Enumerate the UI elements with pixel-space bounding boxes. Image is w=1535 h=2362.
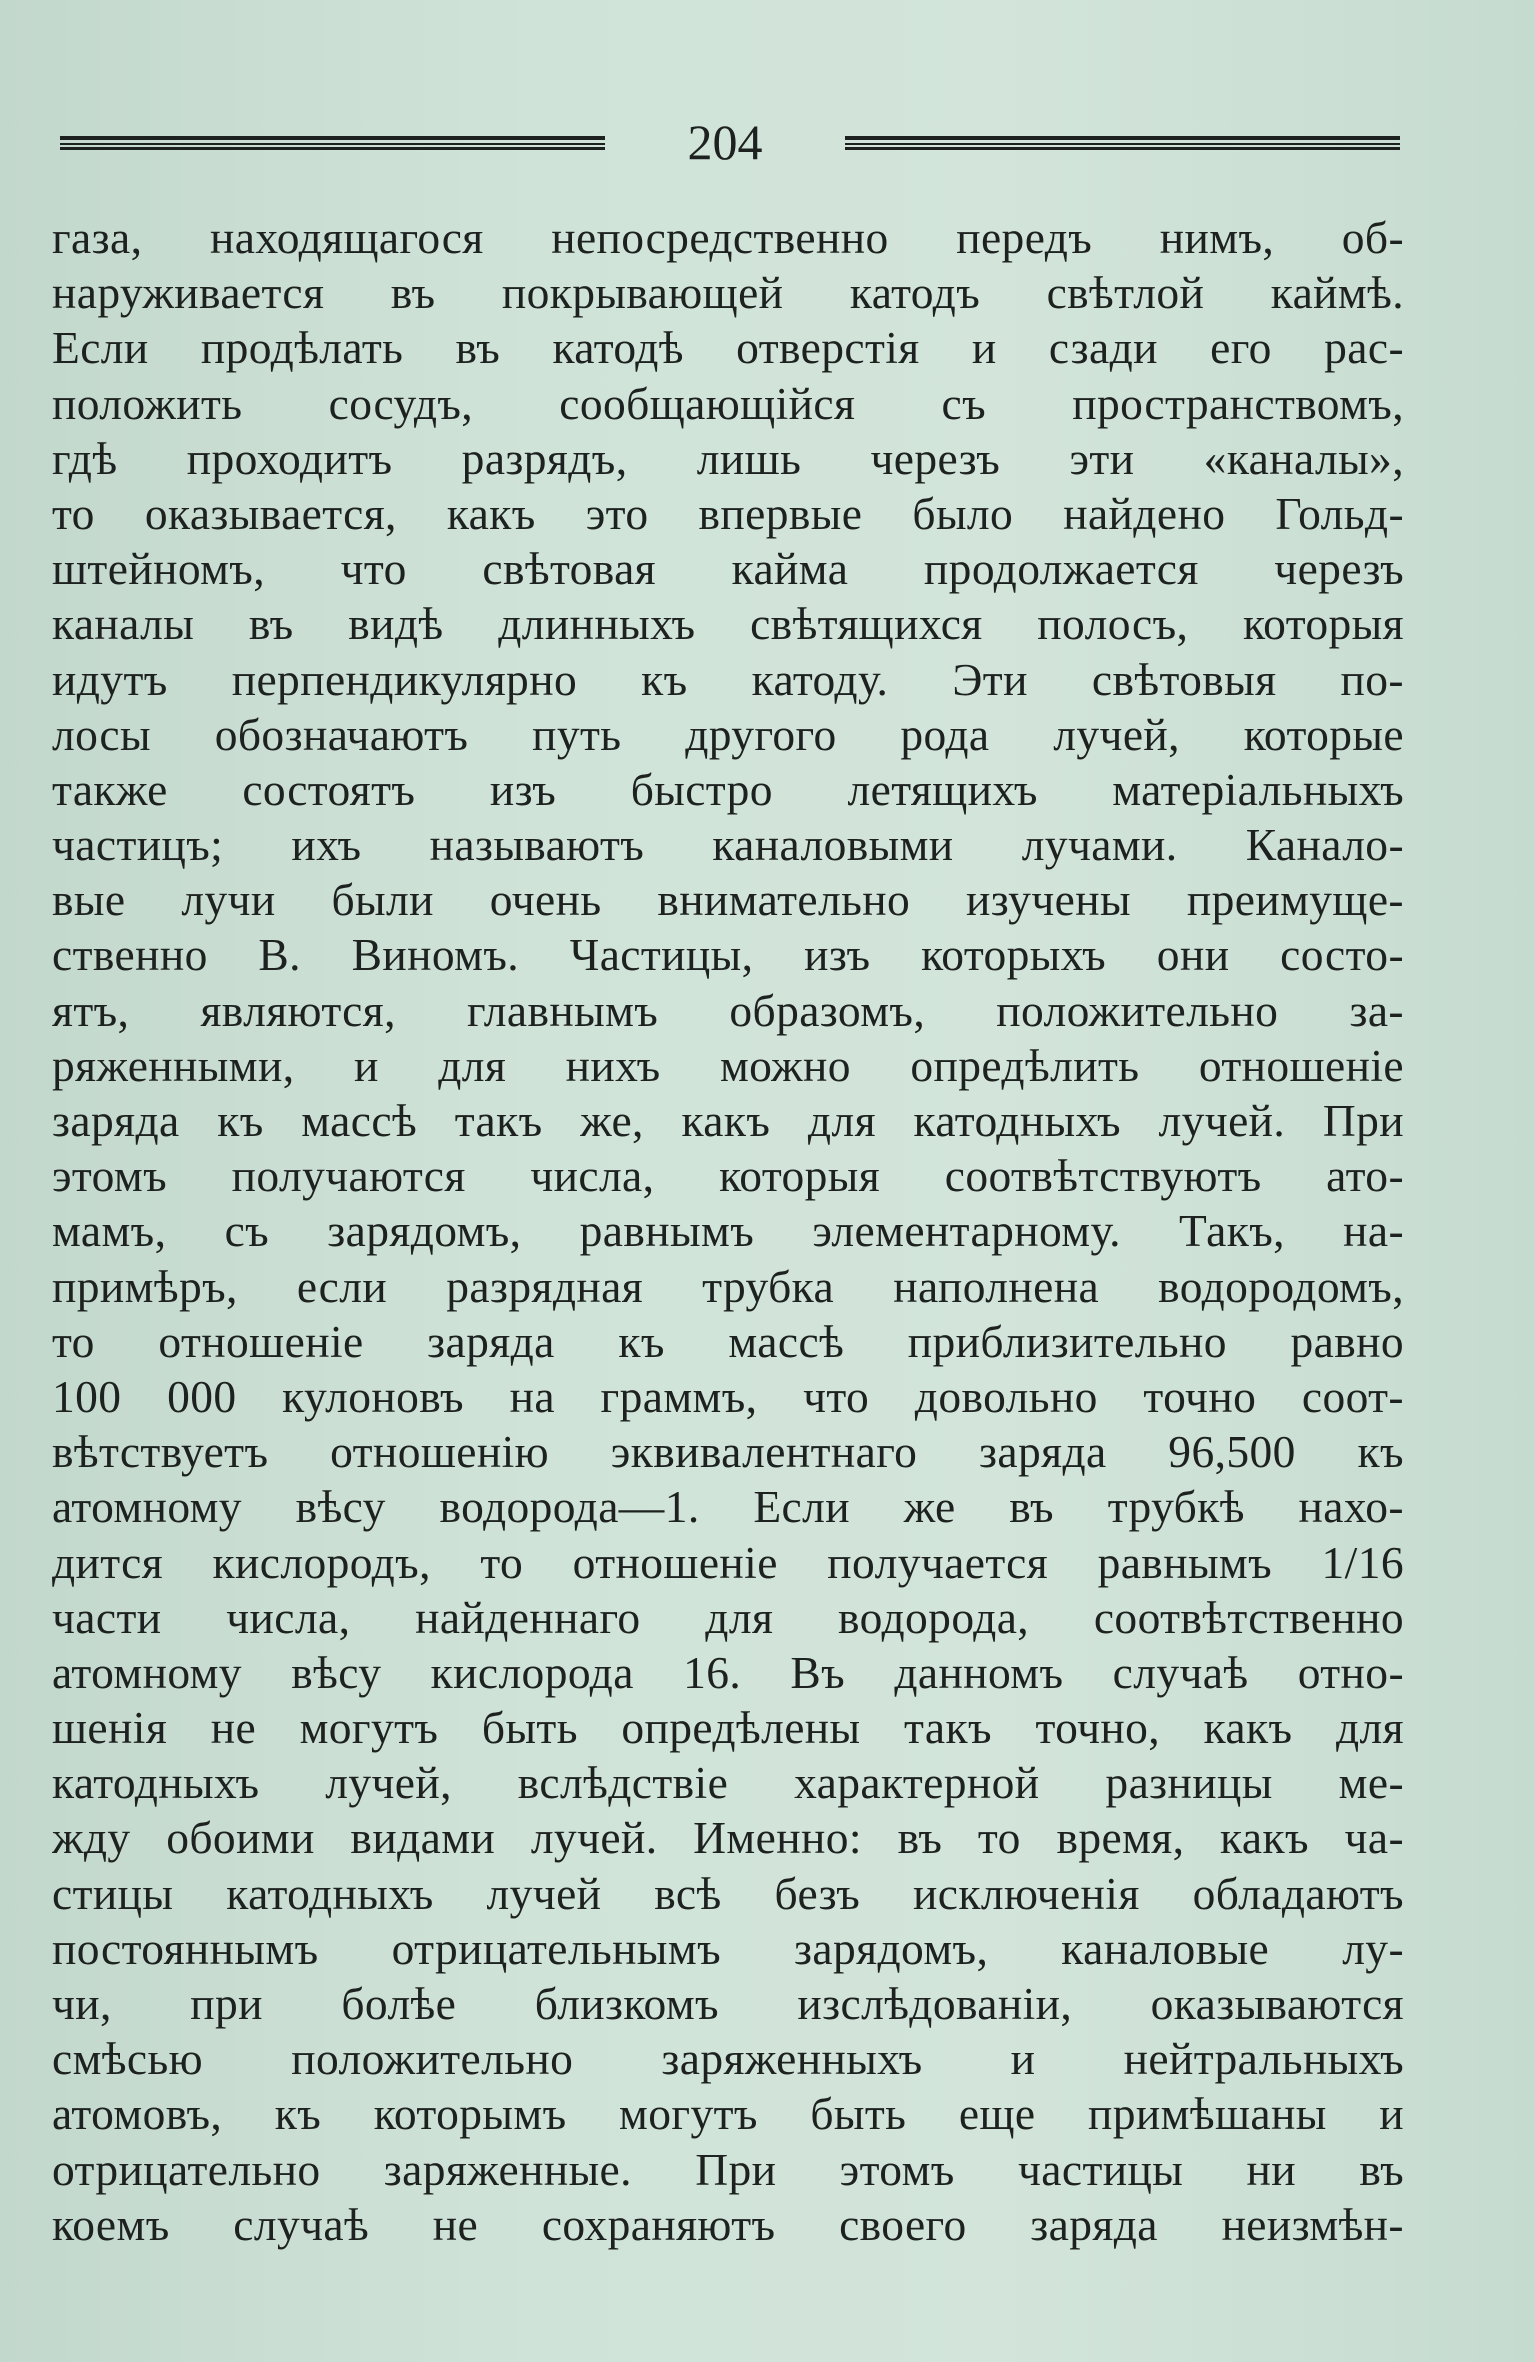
text-line: штейномъ, что свѣтовая кайма продолжается черезъ [52,543,1404,595]
text-line: то оказывается, какъ это впервые было найдено Гольд- [52,487,1404,539]
text-line: заряда къ массѣ такъ же, какъ для катодныхъ лучей. При [52,1095,1404,1146]
text-line: идутъ перпендикулярно къ катоду. Эти свѣтовыя по- [52,653,1404,705]
text-line: части числа, найденнаго для водорода, соотвѣтственно [52,1591,1404,1643]
text-line: то отношеніе заряда къ массѣ приблизительно равно [52,1315,1404,1367]
text-line: смѣсью положительно заряженныхъ и нейтральныхъ [52,2033,1404,2085]
text-line: атомовъ, къ которымъ могутъ быть еще примѣшаны и [52,2088,1404,2140]
text-line: каналы въ видѣ длинныхъ свѣтящихся полосъ, которыя [52,598,1404,650]
text-line: лосы обозначаютъ путь другого рода лучей, которые [52,708,1404,760]
text-line: мамъ, съ зарядомъ, равнымъ элементарному. Такъ, на- [52,1205,1404,1257]
header-rule-left [60,136,605,150]
text-line: атомному вѣсу кислорода 16. Въ данномъ случаѣ отно- [52,1646,1404,1698]
text-line: атомному вѣсу водорода—1. Если же въ трубкѣ нахо- [52,1481,1404,1533]
text-line: этомъ получаются числа, которыя соотвѣтствуютъ ато- [52,1150,1404,1202]
header-rule-right [845,136,1400,150]
text-line: наруживается въ покрывающей катодъ свѣтлой каймѣ. [52,267,1404,319]
text-line: также состоятъ изъ быстро летящихъ матеріальныхъ [52,763,1404,815]
text-line: газа, находящагося непосредственно передъ нимъ, об- [52,212,1404,263]
text-line: жду обоими видами лучей. Именно: въ то время, какъ ча- [52,1812,1404,1864]
text-line: дится кислородъ, то отношеніе получается равнымъ 1/16 [52,1536,1404,1588]
text-line: ряженными, и для нихъ можно опредѣлить отношеніе [52,1039,1404,1091]
text-line: примѣръ, если разрядная трубка наполнена водородомъ, [52,1260,1404,1312]
text-line: стицы катодныхъ лучей всѣ безъ исключенія обладаютъ [52,1867,1404,1919]
text-line: положить сосудъ, сообщающійся съ пространствомъ, [52,377,1404,429]
text-line: вые лучи были очень внимательно изучены преимуще- [52,874,1404,926]
text-line: шенія не могутъ быть опредѣлены такъ точно, какъ для [52,1702,1404,1754]
text-line: катодныхъ лучей, вслѣдствіе характерной разницы ме- [52,1757,1404,1809]
text-line: гдѣ проходитъ разрядъ, лишь черезъ эти «каналы», [52,432,1404,484]
text-line: коемъ случаѣ не сохраняютъ своего заряда неизмѣн- [52,2198,1404,2250]
text-line: вѣтствуетъ отношенію эквивалентнаго заряда 96,500 къ [52,1426,1404,1478]
text-line: ственно В. Виномъ. Частицы, изъ которыхъ они состо- [52,929,1404,981]
text-line: чи, при болѣе близкомъ изслѣдованіи, оказываются [52,1978,1404,2029]
page-number: 204 [687,114,763,170]
page-header [60,112,1400,172]
body-text [52,210,1404,2252]
text-line: постояннымъ отрицательнымъ зарядомъ, каналовые лу- [52,1922,1404,1974]
text-line: 100 000 кулоновъ на граммъ, что довольно точно соот- [52,1370,1404,1422]
text-line: частицъ; ихъ называютъ каналовыми лучами. Канало- [52,819,1404,871]
text-line: Если продѣлать въ катодѣ отверстія и сзади его рас- [52,322,1404,374]
text-line: ятъ, являются, главнымъ образомъ, положительно за- [52,984,1404,1036]
text-line: отрицательно заряженные. При этомъ частицы ни въ [52,2143,1404,2195]
